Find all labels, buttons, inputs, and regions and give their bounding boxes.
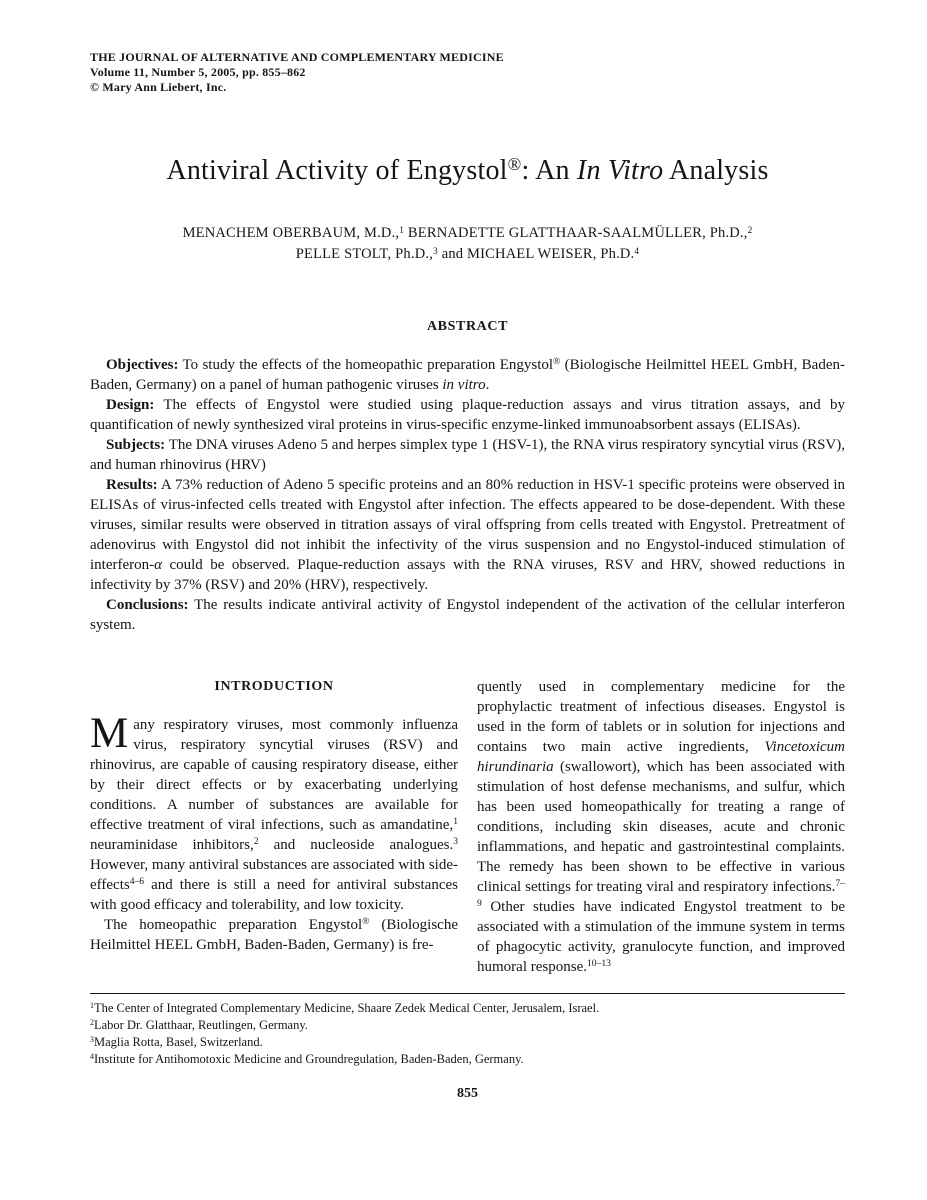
superscript-ref: 10–13 (586, 958, 611, 970)
text-run: Analysis (663, 155, 769, 186)
text-run: α (154, 557, 163, 573)
text-run: (Biologische Heilmittel HEEL GmbH, Baden-Baden, Germany) on a panel of human pathogenic viruses (90, 357, 845, 393)
superscript-ref: ® (553, 356, 561, 368)
introduction-paragraph-1-text (90, 710, 459, 913)
text-run: (swallowort), which has been associated with stimulation of host defense mechanisms, and sulfur, which has been used homeopathically for treating a range of conditions, including skin diseases, acute and chronic inflammations, and hepatic and gastrointestinal complaints. The remedy has been shown to be effective in various clinical settings for treating viral and respiratory infections. (477, 759, 845, 895)
superscript-ref: 4–6 (129, 876, 145, 888)
footnote-3 (90, 1034, 845, 1051)
text-run: Labor Dr. Glatthaar, Reutlingen, Germany. (94, 1018, 308, 1032)
text-run: The homeopathic preparation Engystol (104, 917, 363, 933)
text-run: The effects of Engystol were studied using plaque-reduction assays and virus titration assays, and by quantification of newly synthesized viral proteins in virus-specific enzyme-linked immunoabsorbent assays (ELISAs). (90, 397, 845, 433)
text-run: Other studies have indicated Engystol treatment to be associated with a stimulation of the immune system in terms of phagocytic activity, granulocyte function, and improved humoral response. (477, 899, 845, 975)
text-run: In Vitro (576, 155, 664, 186)
text-run: The results indicate antiviral activity of Engystol independent of the activation of the cellular interferon system. (90, 597, 845, 633)
text-run: PELLE STOLT, Ph.D., (295, 246, 434, 262)
text-run: any respiratory viruses, most commonly influenza virus, respiratory syncytial viruses (RSV) and rhinovirus, are capable of causing respiratory disease, either by their direct effects or by exacerbating underlying conditions. A number of substances are available for effective treatment of viral infections, such as amandatine, (90, 717, 458, 833)
author-line-1 (90, 223, 845, 244)
text-run: Results: (106, 477, 158, 493)
abstract-paragraph-results (90, 475, 845, 595)
text-run: and nucleoside analogues. (258, 837, 454, 853)
text-run: Vincetoxicum hirundinaria (477, 739, 845, 775)
text-run: Objectives: (106, 357, 179, 373)
footnote-2 (90, 1017, 845, 1034)
page-number: 855 (457, 1086, 478, 1101)
superscript-ref: 3 (90, 1035, 94, 1045)
text-run: and MICHAEL WEISER, Ph.D. (437, 246, 635, 262)
left-column (90, 677, 458, 977)
text-run: The Center of Integrated Complementary Medicine, Shaare Zedek Medical Center, Jerusalem, Israel. (94, 1001, 600, 1015)
text-run: To study the effects of the homeopathic preparation Engystol (178, 357, 554, 373)
introduction-paragraph-3 (477, 677, 845, 977)
journal-name: THE JOURNAL OF ALTERNATIVE AND COMPLEMENTARY MEDICINE (90, 50, 504, 64)
right-column (477, 677, 845, 977)
text-run: Conclusions: (106, 597, 189, 613)
dropcap-letter: M (90, 710, 129, 757)
text-run: Antiviral Activity of Engystol (166, 155, 508, 186)
author-line-2 (90, 244, 845, 265)
superscript-ref: 2 (253, 836, 259, 848)
abstract-paragraph-subjects (90, 435, 845, 475)
superscript-ref: 7–9 (477, 878, 845, 910)
text-run: quently used in complementary medicine for the prophylactic treatment of infectious diseases. Engystol is used in the form of tablets or in solution for injections and contains two main active ingredients, (477, 679, 845, 755)
text-run: Institute for Antihomotoxic Medicine and Groundregulation, Baden-Baden, Germany. (94, 1052, 524, 1066)
superscript-ref: 1 (453, 816, 458, 828)
text-run: neuraminidase inhibitors, (90, 837, 254, 853)
abstract-paragraph-design (90, 395, 845, 435)
text-run: and there is still a need for antiviral substances with good efficacy and tolerability, and low toxicity. (90, 877, 458, 913)
abstract-heading: ABSTRACT (426, 319, 509, 334)
article-title (90, 155, 845, 187)
superscript-ref: ® (362, 916, 370, 928)
superscript-ref: 2 (747, 225, 753, 236)
superscript-ref: 3 (453, 836, 459, 848)
journal-copyright: © Mary Ann Liebert, Inc. (90, 80, 227, 94)
footnote-divider (90, 993, 845, 994)
text-run: Subjects: (106, 437, 166, 453)
journal-issue-info: Volume 11, Number 5, 2005, pp. 855–862 (90, 65, 306, 79)
text-run: BERNADETTE GLATTHAAR-SAALMÜLLER, Ph.D., (404, 225, 748, 241)
abstract-paragraph-objectives (90, 355, 845, 395)
introduction-section (90, 677, 845, 977)
superscript-ref: 3 (433, 246, 438, 257)
abstract-section (90, 355, 845, 635)
text-run: However, many antiviral substances are associated with side-effects (90, 857, 458, 893)
introduction-heading: INTRODUCTION (214, 679, 334, 694)
text-run: in vitro (442, 377, 486, 393)
text-run: : An (521, 155, 577, 186)
text-run: could be observed. Plaque-reduction assays with the RNA viruses, RSV and HRV, showed reductions in infectivity by 37% (RSV) and 20% (HRV), respectively. (90, 557, 845, 593)
text-run: Design: (106, 397, 155, 413)
superscript-ref: ® (507, 154, 522, 175)
text-run: Maglia Rotta, Basel, Switzerland. (94, 1035, 263, 1049)
text-run: A 73% reduction of Adeno 5 specific proteins and an 80% reduction in HSV-1 specific proteins were observed in ELISAs of virus-infected cells treated with Engystol after infection. The effects appeared to be dose-dependent. With these viruses, similar results were observed in titration assays of viral offspring from cells treated with Engystol. Pretreatment of adenovirus with Engystol did not inhibit the infectivity of the virus suspension and no Engystol-induced stimulation of interferon- (90, 477, 845, 573)
introduction-paragraph-1 (90, 710, 459, 915)
journal-masthead (90, 50, 845, 95)
footnote-4 (90, 1051, 845, 1068)
footnote-1 (90, 1000, 845, 1017)
footnotes-section (90, 1000, 845, 1068)
superscript-ref: 2 (90, 1018, 94, 1028)
abstract-paragraph-conclusions (90, 595, 845, 635)
superscript-ref: 1 (399, 225, 405, 236)
introduction-paragraph-2 (90, 915, 458, 955)
text-run: The DNA viruses Adeno 5 and herpes simplex type 1 (HSV-1), the RNA virus respiratory syncytial virus (RSV), and human rhinovirus (HRV) (90, 437, 845, 473)
superscript-ref: 4 (634, 246, 640, 257)
text-run: MENACHEM OBERBAUM, M.D., (182, 225, 400, 241)
superscript-ref: 4 (90, 1052, 94, 1062)
text-run: . (485, 377, 490, 393)
author-list (90, 223, 845, 265)
superscript-ref: 1 (90, 1001, 94, 1011)
text-run: (Biologische Heilmittel HEEL GmbH, Baden-Baden, Germany) is fre- (90, 917, 458, 953)
